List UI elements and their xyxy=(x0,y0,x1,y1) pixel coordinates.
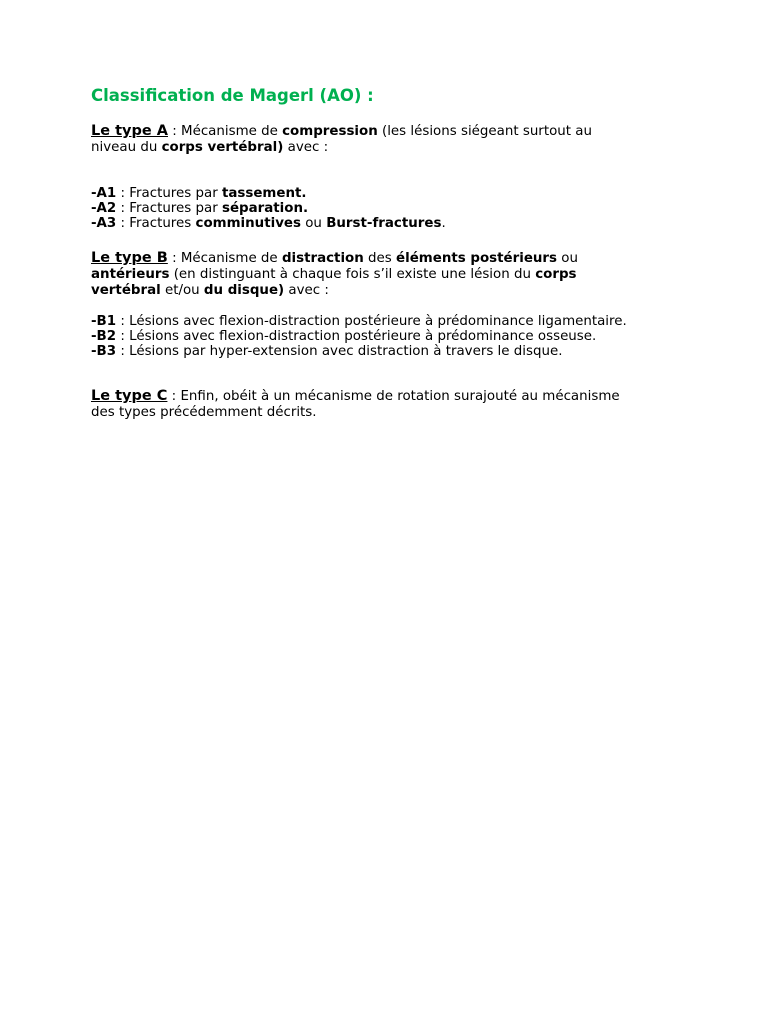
list-item-text: : Lésions avec flexion-distraction postérieure à prédominance ligamentaire. xyxy=(116,314,627,329)
type-c-paragraph xyxy=(91,388,620,421)
type-b-line-1 xyxy=(91,250,578,267)
list-item-end: . xyxy=(441,216,446,232)
list-item-bold: comminutives xyxy=(195,216,301,232)
type-b-line-2 xyxy=(91,267,578,283)
type-b-list xyxy=(91,314,627,360)
type-b-text-5: et/ou xyxy=(160,283,204,298)
type-c-line-1 xyxy=(91,388,620,405)
type-a-bold-corps: corps vertébral) xyxy=(161,140,284,155)
document-page xyxy=(91,86,691,420)
type-a-text-4: avec : xyxy=(283,140,329,155)
type-b-bold-anterieurs: antérieurs xyxy=(91,267,170,282)
type-b-line-3 xyxy=(91,283,578,299)
list-item-text: : Lésions par hyper-extension avec distraction à travers le disque. xyxy=(116,344,563,360)
list-item-text: : Fractures par xyxy=(116,201,222,217)
type-a-line-2 xyxy=(91,140,592,156)
type-b-bold-posterieurs: éléments postérieurs xyxy=(396,251,558,266)
list-item xyxy=(91,344,627,359)
type-b-text-4: (en distinguant à chaque fois s’il existe une lésion du xyxy=(169,267,536,282)
type-b-paragraph xyxy=(91,250,578,299)
type-a-bold-compression: compression xyxy=(282,124,378,139)
type-c-line-2: des types précédemment décrits. xyxy=(91,405,317,420)
list-item xyxy=(91,186,446,201)
list-item-code: -A2 xyxy=(91,201,117,217)
type-a-line-1 xyxy=(91,123,592,140)
type-b-bold-disque: du disque) xyxy=(203,283,285,298)
type-a-text-3: niveau du xyxy=(91,140,162,155)
type-a-heading: Le type A xyxy=(91,123,168,139)
list-item-text: : Fractures xyxy=(116,216,196,232)
type-c-text-1: : Enfin, obéit à un mécanisme de rotation surajouté au mécanisme xyxy=(167,389,620,404)
list-item-code: -B3 xyxy=(91,344,117,360)
list-item xyxy=(91,329,627,344)
type-b-heading: Le type B xyxy=(91,250,168,266)
list-item xyxy=(91,314,627,329)
type-a-text-2: (les lésions siégeant surtout au xyxy=(377,124,592,139)
type-b-text-6: avec : xyxy=(284,283,329,298)
type-b-text-2: des xyxy=(363,251,397,266)
list-item-tail: ou xyxy=(300,216,327,232)
list-item-text: : Lésions avec flexion-distraction postérieure à prédominance osseuse. xyxy=(116,329,597,345)
type-a-paragraph xyxy=(91,123,592,156)
type-c-heading: Le type C xyxy=(91,388,168,404)
list-item-text: : Fractures par xyxy=(116,186,222,201)
type-a-text-1: : Mécanisme de xyxy=(168,124,283,139)
type-b-text-3: ou xyxy=(557,251,578,266)
list-item-code: -A1 xyxy=(91,186,117,201)
list-item-bold: séparation. xyxy=(221,201,309,217)
list-item-code: -B1 xyxy=(91,314,117,329)
type-b-bold-corps: corps xyxy=(535,267,577,282)
list-item-bold-2: Burst-fractures xyxy=(326,216,442,232)
list-item-code: -B2 xyxy=(91,329,117,345)
type-a-list xyxy=(91,186,446,232)
list-item xyxy=(91,201,446,216)
list-item xyxy=(91,216,446,231)
type-b-bold-vertebral: vertébral xyxy=(91,283,161,298)
page-title: Classification de Magerl (AO) : xyxy=(91,86,374,105)
list-item-code: -A3 xyxy=(91,216,117,232)
type-b-text-1: : Mécanisme de xyxy=(167,251,282,266)
list-item-bold: tassement. xyxy=(221,186,307,201)
type-b-bold-distraction: distraction xyxy=(281,251,364,266)
